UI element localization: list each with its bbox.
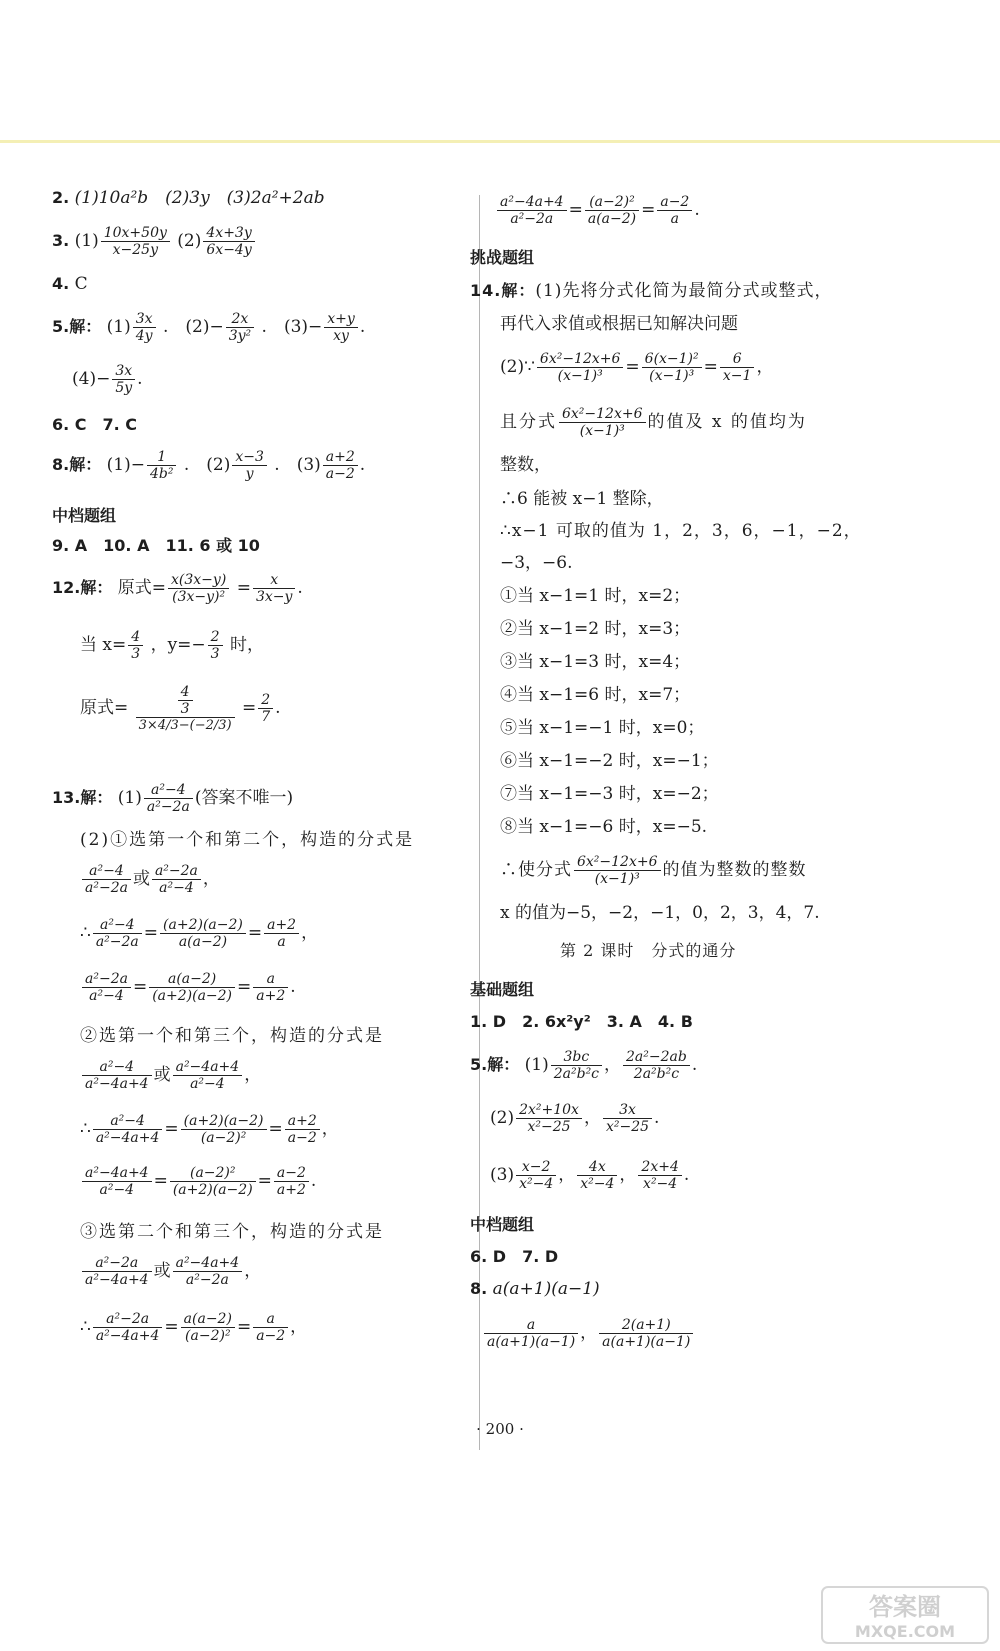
answer-q6-q7-right: 6. D 7. D xyxy=(470,1247,559,1266)
section-heading-challenge: 挑战题组 xyxy=(470,248,535,267)
list-item: ⑥当 x−1=−2 时，x=−1； xyxy=(500,751,719,771)
answer-q14: 14.解：(1)先将分式化简为最简分式或整式， xyxy=(470,281,833,301)
answer-q4: 4. C xyxy=(52,274,88,294)
answer-q14-line2: 再代入求值或根据已知解决问题 xyxy=(500,314,738,334)
answer-q13-case2-step1: ∴ $\frac{\text{a²−4}}{\text{a²−4a+4}}$ = $\frac{(a+2)(a-2)}{\text{(a−2)²}}$ = $\frac{a+2}{a-2}$ ， xyxy=(80,1113,339,1146)
answer-q14-final: x 的值为−5，−2，−1，0，2，3，4，7. xyxy=(500,903,820,923)
answer-q14-divisible: ∴6 能被 x−1 整除， xyxy=(500,489,664,509)
list-item: ④当 x−1=6 时，x=7； xyxy=(500,685,691,705)
answer-q13-case1-step2: $\frac{\text{a²−2a}}{\text{a²−4}}$ = $\frac{a(a-2)}{(a+2)(a-2)}$ = $\frac{a}{a+2}$ . xyxy=(80,972,296,1003)
answer-q3: 3. (1) $\frac{10x+50y}{x-25y}$ (2) $\frac{4x+3y}{6x-4y}$ xyxy=(52,226,257,257)
answer-q5-right: 5.解： (1) $\frac{3bc}{\text{2a²b²c}}$ ， $\frac{\text{2a²−2ab}}{\text{2a²b²c}}$ . xyxy=(470,1049,698,1082)
answer-q8-right: 8. a(a+1)(a−1) xyxy=(470,1279,600,1299)
answer-q13-case2: ②选第一个和第三个，构造的分式是 xyxy=(80,1026,384,1046)
answer-q13-case2-fractions: $\frac{\text{a²−4}}{\text{a²−4a+4}}$ 或 $\frac{\text{a²−4a+4}}{\text{a²−4}}$ ， xyxy=(80,1060,261,1091)
answer-q14-integer: 整数， xyxy=(500,455,551,475)
answer-q5: 5.解： (1) $\frac{3x}{4y}$ . (2)− $\frac{2x}{\text{3y²}}$ . (3)− $\frac{x+y}{xy}$ . xyxy=(52,311,366,344)
answer-q8-right-fractions: $\frac{a}{a(a+1)(a-1)}$ ， $\frac{2(a+1)}{a(a+1)(a-1)}$ xyxy=(482,1318,695,1349)
answer-q13-case2-step2: $\frac{\text{a²−4a+4}}{\text{a²−4}}$ = $\frac{\text{(a−2)²}}{(a+2)(a-2)}$ = $\frac{a-2}{a+2}$ . xyxy=(80,1166,316,1197)
watermark-url: MXQE.COM xyxy=(854,1622,956,1641)
list-item: ②当 x−1=2 时，x=3； xyxy=(500,619,691,639)
answer-q1-q4: 1. D 2. 6x²y² 3. A 4. B xyxy=(470,1012,693,1031)
top-stripe xyxy=(0,140,1000,143)
answer-q2: 2. (1)10a²b (2)3y (3)2a²+2ab xyxy=(52,188,325,208)
list-item: ⑤当 x−1=−1 时，x=0； xyxy=(500,718,705,738)
watermark-icon xyxy=(820,1585,990,1645)
list-item: ③当 x−1=3 时，x=4； xyxy=(500,652,691,672)
answer-q13-case3: ③选第二个和第三个，构造的分式是 xyxy=(80,1222,384,1242)
answer-q6-q7: 6. C 7. C xyxy=(52,415,138,434)
answer-q12-substitution: 当 x= $\frac{4}{3}$ ，y=− $\frac{2}{3}$ 时， xyxy=(80,629,264,662)
watermark-cn: 答案圈 xyxy=(869,1593,941,1621)
answer-q13-case1-step1: ∴ $\frac{\text{a²−4}}{\text{a²−2a}}$ = $\frac{(a+2)(a-2)}{a(a-2)}$ = $\frac{a+2}{a}$ ， xyxy=(80,917,319,950)
answer-q9-q11: 9. A 10. A 11. 6 或 10 xyxy=(52,536,260,555)
answer-q14-conclusion: ∴使分式 $\frac{\text{6x²−12x+6}}{\text{(x−1)³}}$ 的值为整数的整数 xyxy=(500,854,807,887)
answer-q14-values-cont: −3，−6. xyxy=(500,553,573,573)
answer-q12-result: 原式= $\frac{\frac{4}{3}}{3\times 4/3-(-2/3)}$ = $\frac{2}{7}$ . xyxy=(80,684,281,733)
watermark-logo xyxy=(820,1585,990,1645)
answer-q14-condition: 且分式 $\frac{\text{6x²−12x+6}}{\text{(x−1)³}}$ 的值及 x 的值均为 xyxy=(500,406,807,439)
answer-q5-right-part3: (3) $\frac{x-2}{\text{x²−4}}$ ， $\frac{4x}{\text{x²−4}}$ ， $\frac{2x+4}{\text{x²−4}}$ . xyxy=(490,1159,690,1192)
page-number: · 200 · xyxy=(476,1420,524,1438)
answer-q5-part4: (4)− $\frac{3x}{5y}$ . xyxy=(72,363,143,396)
section-heading-basic: 基础题组 xyxy=(470,980,535,999)
answer-q13-case1-fractions: $\frac{\text{a²−4}}{\text{a²−2a}}$ 或 $\frac{\text{a²−2a}}{\text{a²−4}}$ ， xyxy=(80,864,220,895)
list-item: ⑦当 x−1=−3 时，x=−2； xyxy=(500,784,719,804)
answer-q14-values: ∴x−1 可取的值为 1，2，3，6，−1，−2， xyxy=(500,521,862,541)
section-heading-mid-right: 中档题组 xyxy=(470,1215,535,1234)
answer-q5-right-part2: (2) $\frac{\text{2x²+10x}}{\text{x²−25}}$ ， $\frac{3x}{\text{x²−25}}$ . xyxy=(490,1102,660,1135)
list-item: ⑧当 x−1=−6 时，x=−5. xyxy=(500,817,708,837)
answer-q13-case3-step1: ∴ $\frac{\text{a²−2a}}{\text{a²−4a+4}}$ = $\frac{a(a-2)}{\text{(a−2)²}}$ = $\frac{a}{a-2}$ ， xyxy=(80,1311,308,1344)
answer-q13: 13.解： (1) $\frac{\text{a²−4}}{\text{a²−2a}}$ (答案不唯一) xyxy=(52,782,294,815)
answer-q13-case3-fractions: $\frac{\text{a²−2a}}{\text{a²−4a+4}}$ 或 $\frac{\text{a²−4a+4}}{\text{a²−2a}}$ ， xyxy=(80,1256,261,1287)
answer-q12: 12.解： 原式= $\frac{x(3x-y)}{\text{(3x−y)²}}$ = $\frac{x}{3x-y}$ . xyxy=(52,572,303,605)
answer-q14-part2: (2)∵ $\frac{\text{6x²−12x+6}}{\text{(x−1)³}}$ = $\frac{\text{6(x−1)²}}{\text{(x−1)³}}$ = $\frac{6}{x-1}$ ， xyxy=(500,351,774,384)
answer-q8: 8.解： (1)− $\frac{1}{\text{4b²}}$ . (2) $\frac{x-3}{y}$ . (3) $\frac{a+2}{a-2}$ . xyxy=(52,449,366,482)
list-item: ①当 x−1=1 时，x=2； xyxy=(500,586,691,606)
answer-q13-case3-step2: $\frac{\text{a²−4a+4}}{\text{a²−2a}}$ = $\frac{\text{(a−2)²}}{a(a-2)}$ = $\frac{a-2}{a}$ . xyxy=(495,195,700,226)
section-heading-mid: 中档题组 xyxy=(52,506,117,525)
lesson-title: 第 2 课时 分式的通分 xyxy=(560,941,737,960)
answer-q13-case1: (2)①选第一个和第二个，构造的分式是 xyxy=(80,830,415,850)
